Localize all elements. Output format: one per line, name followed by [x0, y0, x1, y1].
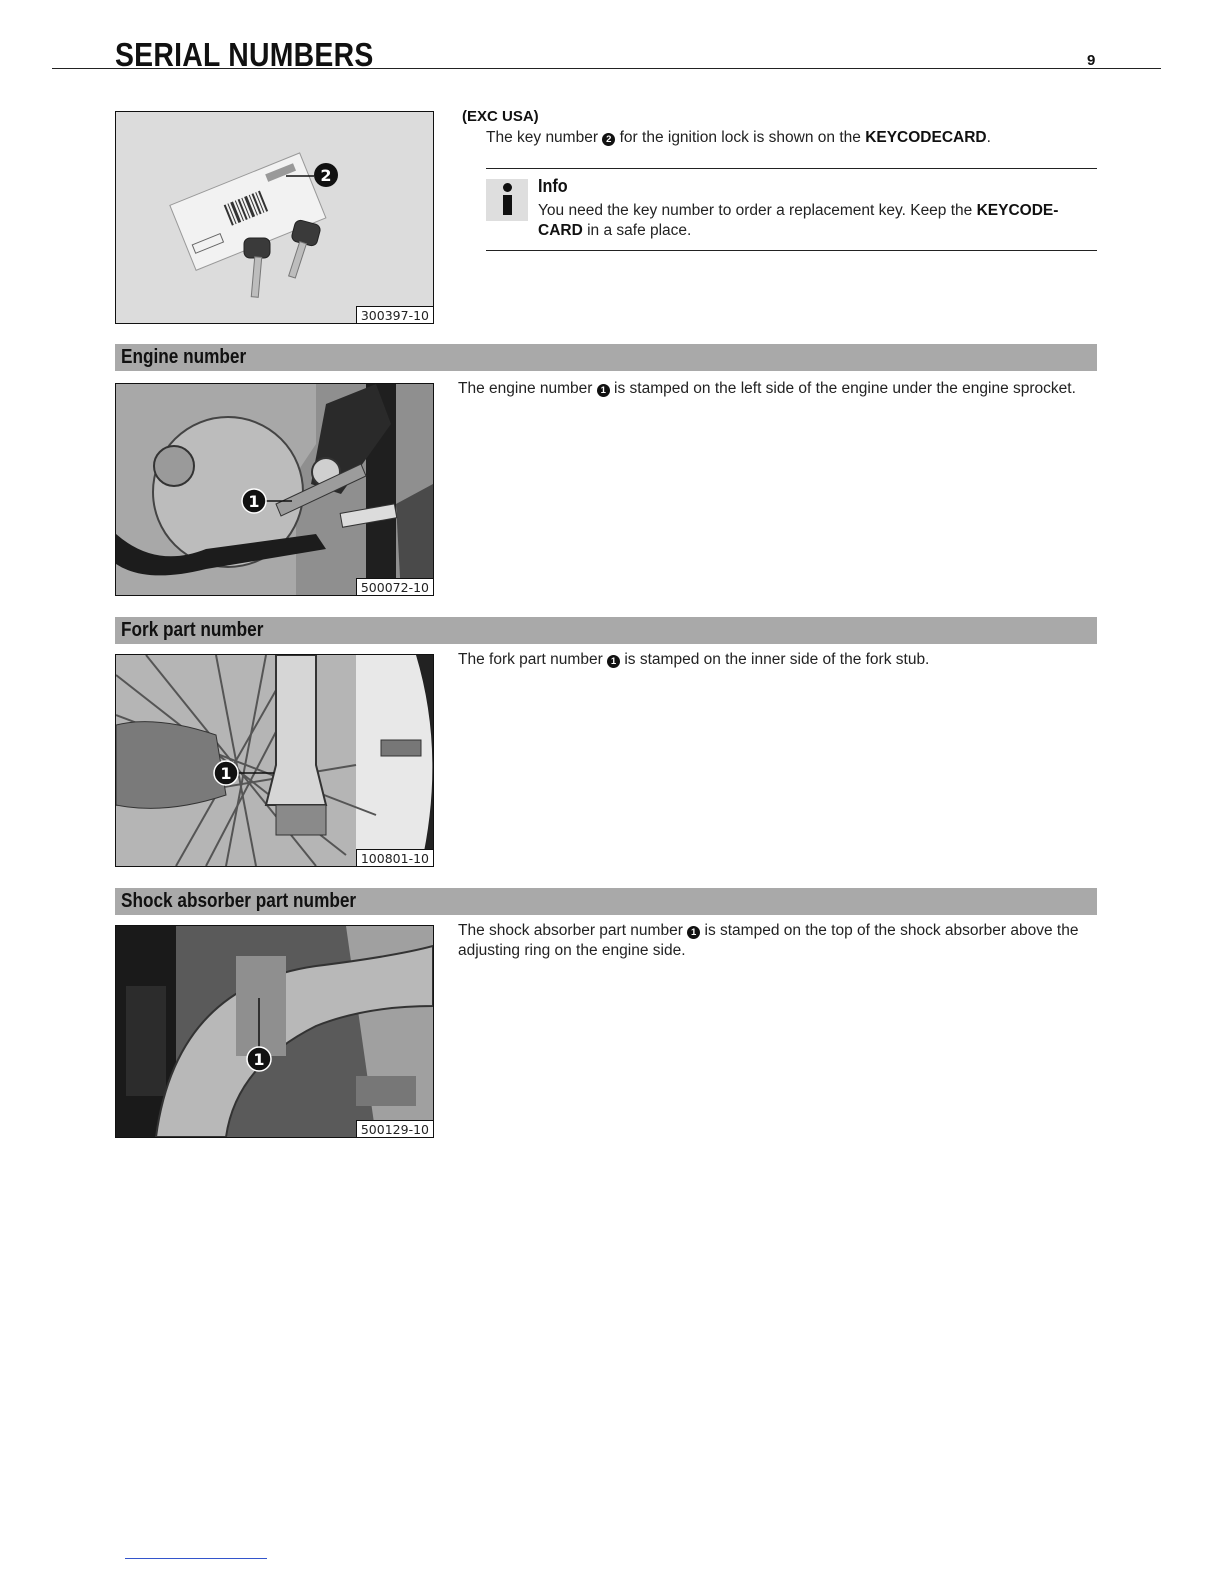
info-bottom-rule: [486, 250, 1097, 251]
fork-part-number-photo: [115, 654, 434, 867]
section-heading-shock-absorber-part-number: [115, 888, 1097, 915]
svg-text:1: 1: [220, 764, 232, 783]
engine-number-text: [458, 379, 1078, 399]
info-title: Info: [538, 176, 568, 196]
text: .: [986, 129, 991, 146]
figure-code: 100801-10: [356, 849, 433, 866]
fork-part-number-text: [458, 650, 1078, 670]
shock-absorber-illustration: [116, 926, 433, 1137]
callout-1-icon: 1: [607, 655, 620, 668]
callout-1-icon: 1: [597, 384, 610, 397]
figure-code: 500072-10: [356, 578, 433, 595]
text: The shock absorber part number: [458, 922, 683, 939]
section-heading-text: Shock absorber part number: [121, 890, 357, 912]
keycodecard-illustration: [116, 112, 433, 323]
text: You need the key number to order a replacement key. Keep the: [538, 202, 973, 219]
page-number: 9: [1087, 52, 1096, 69]
text: is stamped on the left side of the engine under the engine sprocket.: [614, 380, 1076, 397]
fork-illustration: [116, 655, 433, 866]
shock-absorber-photo: [115, 925, 434, 1138]
text: for the ignition lock is shown on the: [619, 129, 861, 146]
footer-rule: [125, 1558, 267, 1559]
info-icon: [486, 179, 528, 221]
keycodecard-term: KEYCODECARD: [865, 129, 987, 146]
engine-illustration: [116, 384, 433, 595]
figure-code: 300397-10: [356, 306, 433, 323]
shock-absorber-part-number-text: [458, 921, 1098, 961]
section-heading-fork-part-number: [115, 617, 1097, 644]
key-number-text: [486, 128, 1097, 148]
page-title: SERIAL NUMBERS: [115, 36, 374, 73]
section-heading-text: Engine number: [121, 346, 247, 368]
variant-label: (EXC USA): [462, 108, 539, 125]
text: The key number: [486, 129, 598, 146]
text: is stamped on the inner side of the fork stub.: [624, 651, 930, 668]
svg-text:2: 2: [320, 166, 332, 185]
keycodecard-term: KEYCODE-: [976, 202, 1059, 219]
text: The fork part number: [458, 651, 603, 668]
text: The engine number: [458, 380, 593, 397]
svg-text:1: 1: [248, 492, 260, 511]
engine-number-photo: [115, 383, 434, 596]
info-top-rule: [486, 168, 1097, 169]
section-heading-text: Fork part number: [121, 619, 264, 641]
section-heading-engine-number: [115, 344, 1097, 371]
text: is stamped on the top of the shock absorber above the adjusting ring on the engine side.: [458, 922, 1079, 959]
keycodecard-photo: [115, 111, 434, 324]
figure-code: 500129-10: [356, 1120, 433, 1137]
keycodecard-term: CARD: [538, 222, 583, 239]
callout-1-icon: 1: [687, 926, 700, 939]
svg-text:1: 1: [253, 1050, 265, 1069]
text: in a safe place.: [587, 222, 692, 239]
header-rule: [52, 68, 1161, 69]
info-text: [538, 201, 1083, 241]
callout-2-icon: 2: [602, 133, 615, 146]
